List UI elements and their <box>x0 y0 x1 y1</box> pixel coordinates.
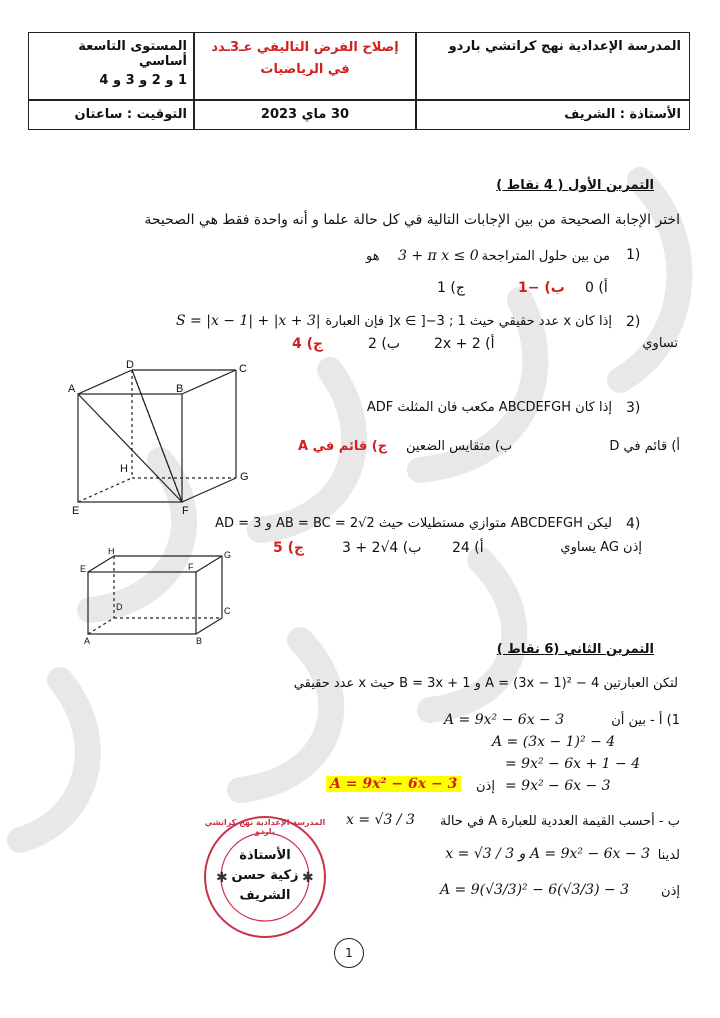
ex2-line4: = 9x² − 6x − 3 <box>505 778 611 794</box>
cube-label-a: A <box>68 383 76 395</box>
ex2-line1: A = 9x² − 6x − 3 <box>444 712 565 728</box>
ex2-calc: A = 9(√3/3)² − 6(√3/3) − 3 <box>440 882 630 898</box>
stamp-line1: الأستاذة <box>239 848 291 863</box>
ex2-then: إذن <box>476 779 495 794</box>
ex1-title: التمرين الأول ( 4 نقاط ) <box>496 178 654 193</box>
q2-choice-a: أ) 2x + 2 <box>434 336 495 352</box>
q4-choice-b: ب) 4√2 + 3 <box>342 540 422 556</box>
ex2-x-value: x = √3 / 3 <box>346 812 415 828</box>
q2-number: 2) <box>626 314 641 330</box>
cube-label-g: G <box>240 471 249 483</box>
ex2-intro: لتكن العبارتين A = (3x − 1)² − 4 و B = 3x + 1 حيث x عدد حقيقي <box>293 676 678 691</box>
stamp-line2: زكية حسن <box>231 868 299 883</box>
q3-text: إذا كان ABCDEFGH مكعب فان المثلث ADF <box>366 400 612 415</box>
cube-label-b: B <box>176 383 184 395</box>
classes: 1 و 2 و 3 و 4 <box>99 73 187 88</box>
q1-choice-a: أ) 0 <box>585 280 608 296</box>
ex2-have-expr: A = 9x² − 6x − 3 و x = √3 / 3 <box>445 846 650 862</box>
school-name: المدرسة الإعدادية نهج كراتشي باردو <box>448 39 681 54</box>
q3-number: 3) <box>626 400 641 416</box>
q4-text: ليكن ABCDEFGH متوازي مستطيلات حيث AB = BC = 2√2 و AD = 3 <box>215 516 612 531</box>
ex2-line2: A = (3x − 1)² − 4 <box>492 734 616 750</box>
ex2-title: التمرين الثاني (6 نقاط ) <box>496 642 654 657</box>
duration: التوقيت : ساعتان <box>74 107 187 122</box>
ex1-instruction: اختر الإجابة الصحيحة من بين الإجابات التالية في كل حالة علما و أنه واحدة فقط هي الصحيحة <box>144 212 680 228</box>
ex2-then2: إذن <box>661 884 680 899</box>
prism-label-d: D <box>116 602 123 612</box>
q3-choice-c: ج) قائم في A <box>298 439 388 454</box>
exam-date: 30 ماي 2023 <box>260 107 350 122</box>
q2-choice-c: ج) 4 <box>292 336 324 352</box>
page-title: إصلاح الفرض التاليفي عـ3ـدد في الرياضيات <box>211 40 399 77</box>
prism-label-a: A <box>84 636 91 646</box>
q1-inequality: 3 + π x ≤ 0 <box>398 248 479 264</box>
q2-equals: تساوي <box>642 336 678 351</box>
cube-label-d: D <box>126 359 134 371</box>
page-number: 1 <box>334 938 364 968</box>
prism-label-b: B <box>196 636 203 646</box>
stamp-star-right: ✱ <box>302 870 314 886</box>
q1-text-start: من بين حلول المتراجحة <box>481 249 610 264</box>
prism-label-h: H <box>108 548 115 556</box>
prism-label-g: G <box>224 550 232 560</box>
q1-choice-c: ج) 1 <box>437 280 465 296</box>
q1-choice-b: ب) −1 <box>518 280 565 296</box>
stamp-star-left: ✱ <box>216 870 228 886</box>
q4-choice-a: أ) 24 <box>452 540 484 556</box>
ex2-line3: = 9x² − 6x + 1 − 4 <box>505 756 641 772</box>
q4-then: إذن AG يساوي <box>560 540 642 555</box>
ex2-part-b: ب - أحسب القيمة العددية للعبارة A في حالة <box>439 814 680 829</box>
q2-text: إذا كان x عدد حقيقي حيث x ∈ ]−3 ; 1[ فإن العبارة <box>325 314 612 329</box>
cube-label-h: H <box>120 463 128 475</box>
q3-choice-a: أ) قائم في D <box>609 439 680 454</box>
ex2-have: لدينا <box>657 848 680 863</box>
q3-choice-b: ب) متقايس الضعين <box>406 439 513 454</box>
cube-label-f: F <box>182 505 189 517</box>
ex2-result: A = 9x² − 6x − 3 <box>326 776 461 792</box>
q4-number: 4) <box>626 516 641 532</box>
prism-label-c: C <box>224 606 231 616</box>
prism-label-e: E <box>80 564 87 574</box>
cube-label-e: E <box>72 505 80 517</box>
cube-label-c: C <box>239 363 247 375</box>
q2-choice-b: ب) 2 <box>368 336 401 352</box>
cube-figure <box>66 358 256 518</box>
teacher: الأستاذة : الشريف <box>564 107 681 122</box>
stamp-line3: الشريف <box>239 888 291 903</box>
q1-text-end: هو <box>366 249 380 264</box>
q1-number: 1) <box>626 247 641 263</box>
prism-label-f: F <box>188 562 194 572</box>
level: المستوى التاسعة أساسي <box>78 39 187 69</box>
stamp-ring-text: المدرسة الإعدادية نهج كراتشي باردو <box>204 818 326 836</box>
q2-expression: S = |x − 1| + |x + 3| <box>176 313 321 329</box>
q4-choice-c: ج) 5 <box>273 540 305 556</box>
header-table <box>28 32 690 130</box>
prism-figure <box>74 548 244 648</box>
ex2-part1: 1) أ - بين أن <box>611 713 680 728</box>
school-stamp <box>200 812 330 942</box>
